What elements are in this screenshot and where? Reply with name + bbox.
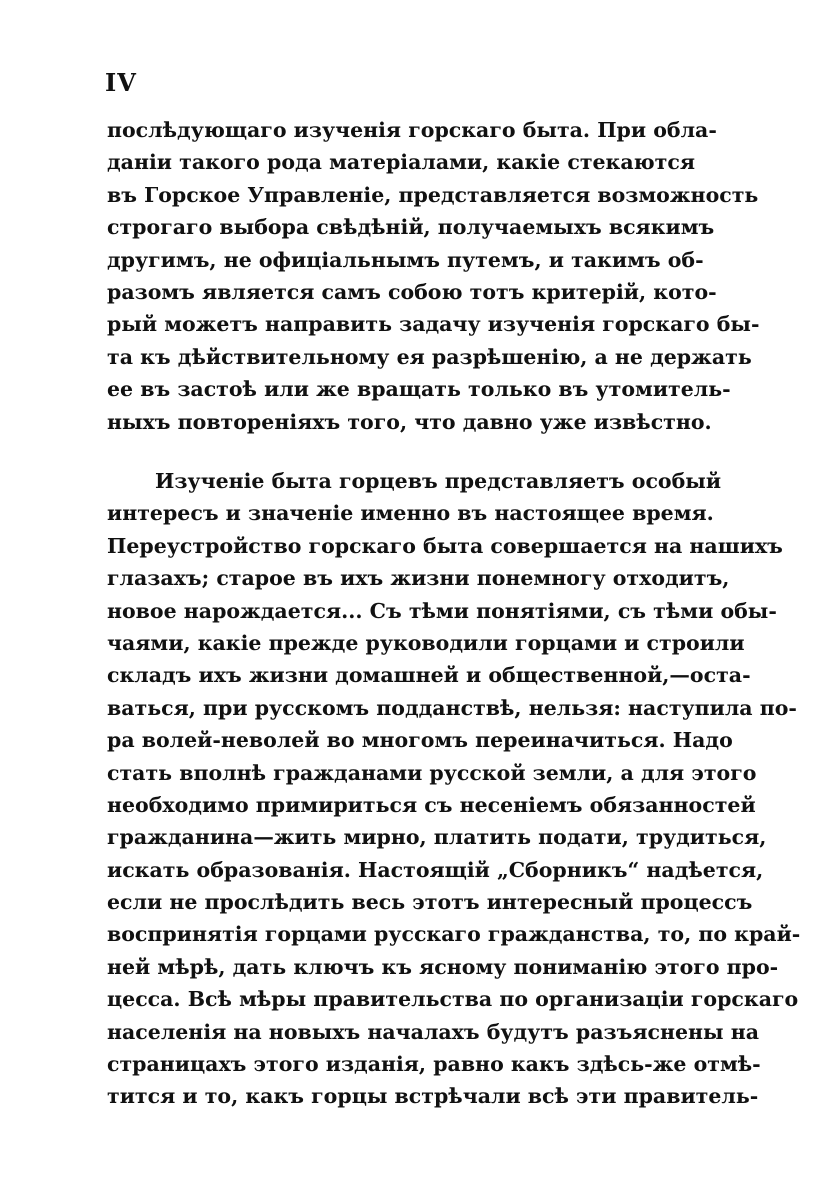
text-line: Переустройство горскаго быта совершается на нашихъ [107, 533, 783, 558]
paragraph-1 [107, 114, 760, 438]
text-line: Изученіе быта горцевъ представляетъ особый [155, 469, 722, 493]
text-line: складъ ихъ жизни домашней и общественной,—оста- [107, 663, 751, 688]
text-line: ее въ застоѣ или же вращать только въ утомитель- [107, 377, 731, 402]
text-line: воспринятія горцами русскаго гражданства, то, по край- [107, 922, 801, 947]
text-line: тится и то, какъ горцы встрѣчали всѣ эти правитель- [107, 1084, 759, 1109]
text-line: послѣдующаго изученія горскаго быта. При обла- [107, 118, 717, 142]
text-line: интересъ и значеніе именно въ настоящее время. [107, 501, 714, 526]
text-line: ней мѣрѣ, дать ключъ къ ясному пониманію этого про- [107, 954, 779, 979]
text-line: чаями, какіе прежде руководили горцами и строили [107, 630, 745, 655]
text-line: новое нарождается... Съ тѣми понятіями, съ тѣми обы- [107, 598, 777, 623]
text-line: ваться, при русскомъ подданствѣ, нельзя: наступила по- [107, 695, 797, 720]
text-line: строгаго выбора свѣдѣній, получаемыхъ всякимъ [107, 215, 715, 240]
paragraph-2 [107, 465, 801, 1113]
text-line: необходимо примириться съ несеніемъ обязанностей [107, 792, 756, 817]
text-line: населенія на новыхъ началахъ будутъ разъяснены на [107, 1019, 759, 1044]
text-line: въ Горское Управленіе, представляется возможность [107, 182, 759, 207]
text-line: даніи такого рода матеріалами, какіе стекаются [107, 150, 695, 175]
text-line: стать вполнѣ гражданами русской земли, а для этого [107, 760, 757, 785]
page-number: IV [105, 68, 137, 97]
text-line: ра волей-неволей во многомъ переиначиться. Надо [107, 728, 733, 753]
text-line: страницахъ этого изданія, равно какъ здѣсь-же отмѣ- [107, 1052, 761, 1077]
text-line: гражданина—жить мирно, платить подати, трудиться, [107, 825, 767, 850]
text-line: та къ дѣйствительному ея разрѣшенію, а не держать [107, 344, 752, 369]
text-line: цесса. Всѣ мѣры правительства по организаціи горскаго [107, 987, 799, 1012]
text-line: искать образованія. Настоящій „Сборникъ“ надѣется, [107, 857, 764, 882]
text-line: ныхъ повтореніяхъ того, что давно уже извѣстно. [107, 409, 712, 434]
text-line: глазахъ; старое въ ихъ жизни понемногу отходитъ, [107, 566, 730, 591]
text-line: другимъ, не офиціальнымъ путемъ, и такимъ об- [107, 247, 704, 272]
text-line: если не прослѣдить весь этотъ интересный процессъ [107, 890, 753, 915]
text-line: рый можетъ направить задачу изученія горскаго бы- [107, 312, 760, 337]
text-line: разомъ является самъ собою тотъ критерій, кото- [107, 279, 717, 304]
